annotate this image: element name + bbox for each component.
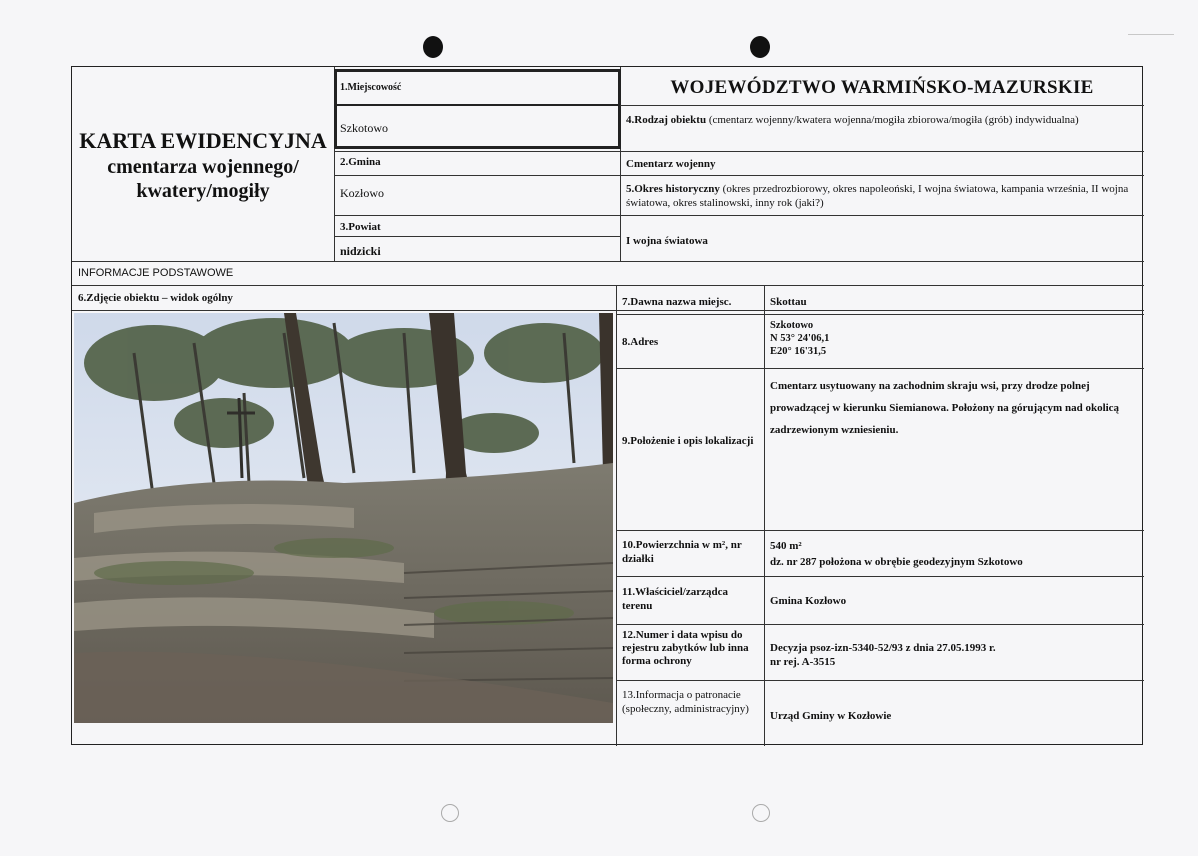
polozenie-value: Cmentarz usytuowany na zachodnim skraju wsi, przy drodze polnej prowadzącej w kierunku Siemianowa. Położony na górującym nad okolicą zadrzewionym wzniesieniu. [770, 380, 1120, 436]
rodzaj-label-block [622, 111, 1140, 129]
okres-label: 5.Okres historyczny [626, 183, 720, 195]
photo-label: 6.Zdjęcie obiektu – widok ogólny [78, 292, 233, 304]
dzialka-value: dz. nr 287 położona w obrębie geodezyjnym Szkotowo [770, 556, 1023, 568]
okres-options: (okres przedrozbiorowy, okres napoleoński, I wojna światowa, kampania września, II wojna światowa, okres stalinowski, inny rok (jaki?) [626, 183, 1129, 209]
rejestr-label: 12.Numer i data wpisu do rejestru zabytków lub inna forma ochrony [622, 629, 749, 667]
polozenie-label: 9.Położenie i opis lokalizacji [622, 435, 754, 447]
punch-hole-bottom-left [441, 804, 459, 822]
wlasciciel-value: Gmina Kozłowo [770, 595, 847, 607]
wlasciciel-label: 11.Właściciel/zarządca terenu [622, 586, 728, 612]
powiat-value: nidzicki [340, 244, 381, 258]
adres-line3: E20° 16'31,5 [770, 346, 827, 357]
cemetery-photo [74, 313, 613, 723]
divider [334, 236, 620, 237]
divider [616, 368, 1144, 369]
rodzaj-label: 4.Rodzaj obiektu [626, 114, 707, 126]
record-card-table [71, 66, 1143, 745]
okres-label-block [622, 180, 1140, 212]
scan-edge-mark [1128, 34, 1174, 35]
dawna-nazwa-label: 7.Dawna nazwa miejsc. [622, 296, 732, 308]
gmina-value: Kozłowo [340, 186, 384, 200]
divider [334, 104, 621, 106]
divider [620, 215, 1144, 216]
card-subtitle-2: kwatery/mogiły [136, 180, 270, 202]
card-title: KARTA EWIDENCYJNA [79, 128, 327, 153]
voivodeship-title: WOJEWÓDZTWO WARMIŃSKO-MAZURSKIE [670, 77, 1094, 98]
adres-line1: Szkotowo [770, 320, 814, 331]
punch-hole-left [423, 36, 443, 58]
divider [616, 285, 617, 746]
section-basic-info: INFORMACJE PODSTAWOWE [78, 267, 234, 279]
patronat-label: 13.Informacja o patronacie (społeczny, administracyjny) [622, 689, 749, 715]
card-subtitle-1: cmentarza wojennego/ [107, 156, 299, 178]
punch-hole-right [750, 36, 770, 58]
miejscowosc-label: 1.Miejscowość [340, 82, 402, 93]
divider [72, 285, 1144, 286]
divider [616, 314, 1144, 315]
miejscowosc-value: Szkotowo [340, 121, 388, 135]
divider [616, 680, 1144, 681]
divider [616, 530, 1144, 531]
divider [72, 310, 1144, 311]
divider [616, 576, 1144, 577]
adres-label: 8.Adres [622, 336, 659, 348]
dawna-nazwa-value: Skottau [770, 296, 807, 308]
adres-line2: N 53° 24'06,1 [770, 333, 830, 344]
powiat-label: 3.Powiat [340, 221, 381, 233]
divider [620, 105, 1144, 106]
patronat-value: Urząd Gminy w Kozłowie [770, 710, 892, 722]
divider [334, 215, 620, 216]
rejestr-line2: nr rej. A-3515 [770, 656, 836, 668]
powierzchnia-label: 10.Powierzchnia w m², nr działki [622, 539, 742, 565]
divider [764, 285, 765, 746]
gmina-label: 2.Gmina [340, 156, 381, 168]
powierzchnia-value: 540 m² [770, 540, 802, 552]
cemetery-photo-image [74, 313, 613, 723]
rejestr-line1: Decyzja psoz-izn-5340-52/93 z dnia 27.05.1993 r. [770, 642, 996, 654]
divider [334, 175, 1144, 176]
okres-value: I wojna światowa [626, 235, 708, 247]
rodzaj-options: (cmentarz wojenny/kwatera wojenna/mogiła zbiorowa/mogiła (grób) indywidualna) [708, 114, 1079, 126]
divider [616, 624, 1144, 625]
rodzaj-value: Cmentarz wojenny [626, 158, 716, 170]
divider [334, 151, 1144, 152]
punch-hole-bottom-right [752, 804, 770, 822]
divider [72, 261, 1144, 262]
